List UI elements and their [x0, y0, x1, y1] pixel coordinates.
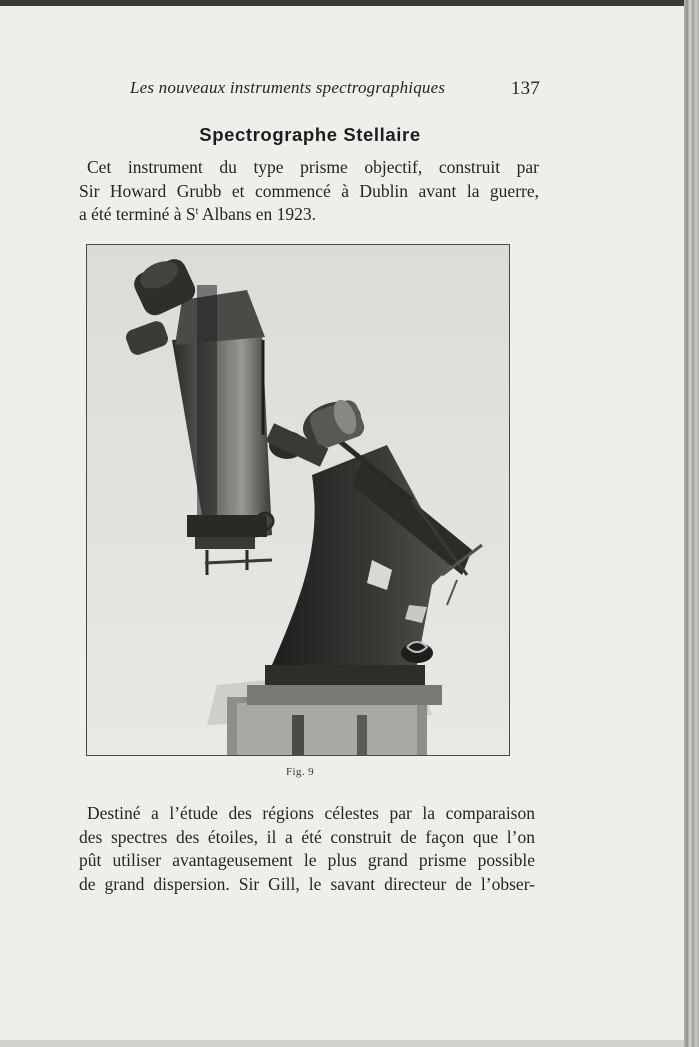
page-stack-edge	[684, 0, 699, 1047]
text-line	[79, 203, 539, 227]
superscript-t: t	[195, 206, 199, 217]
text-fragment: a été terminé à S	[79, 204, 196, 224]
telescope-illustration	[87, 245, 510, 756]
text-line: des spectres des étoiles, il a été construit de façon que l’on	[79, 826, 535, 847]
scan-bottom-edge	[0, 1040, 684, 1047]
text-line: Destiné a l’étude des régions célestes par la comparaison	[87, 803, 535, 823]
text-line: pût utiliser avantageusement le plus grand prisme possible	[79, 850, 535, 870]
text-line: Cet instrument du type prisme objectif, construit par	[87, 157, 539, 177]
text-fragment: Albans en 1923.	[201, 204, 317, 224]
paragraph-intro	[79, 156, 539, 227]
figure-caption: Fig. 9	[285, 766, 315, 778]
text-line: de grand dispersion. Sir Gill, le savant directeur de l’obser-	[79, 873, 535, 894]
paragraph-description	[79, 802, 535, 896]
running-header	[130, 78, 540, 102]
telescope-photograph	[86, 244, 510, 756]
page-number: 137	[510, 78, 540, 99]
text-line: Sir Howard Grubb et commencé à Dublin avant la guerre,	[79, 180, 539, 201]
running-title: Les nouveaux instruments spectrographiques	[130, 78, 446, 97]
section-heading: Spectrographe Stellaire	[199, 124, 421, 145]
